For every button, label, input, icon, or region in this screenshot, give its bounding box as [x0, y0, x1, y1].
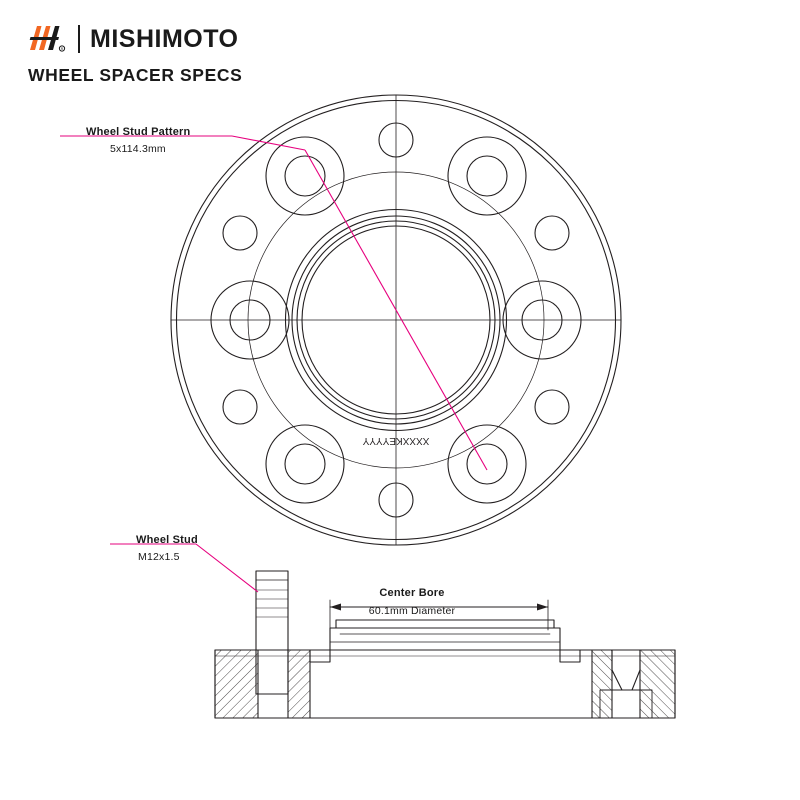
- callout-title: Wheel Stud: [136, 534, 198, 546]
- brand-name: MISHIMOTO: [90, 24, 239, 53]
- section-view: [215, 571, 675, 718]
- front-view: [171, 95, 621, 545]
- leader-lines: [60, 136, 487, 592]
- callout-title: Wheel Stud Pattern: [86, 126, 191, 138]
- callout-value: M12x1.5: [138, 551, 180, 563]
- page-title: WHEEL SPACER SPECS: [28, 65, 243, 85]
- svg-text:R: R: [60, 47, 64, 52]
- callout-value: 60.1mm Diameter: [368, 605, 456, 617]
- centre-axes: [171, 95, 621, 545]
- dimension-center-bore: [330, 600, 548, 630]
- face-engraving: XXXXKEYYYY: [362, 435, 430, 446]
- callout-value: 5x114.3mm: [110, 143, 166, 155]
- callout-title: Center Bore: [379, 587, 445, 599]
